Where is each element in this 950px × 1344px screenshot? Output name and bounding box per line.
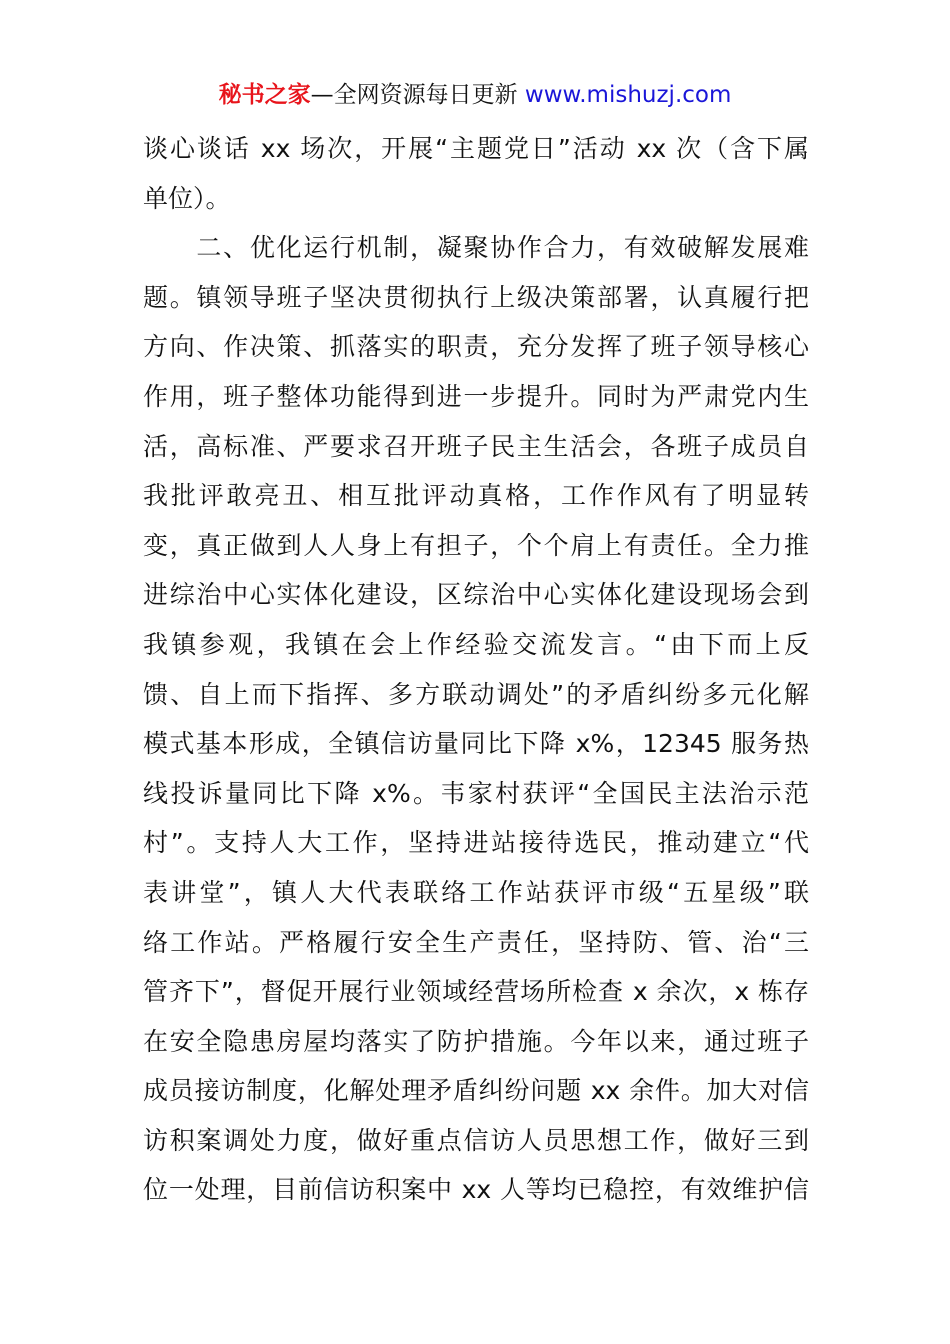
text-line: 络工作站。严格履行安全生产责任，坚持防、管、治“三 [143,927,809,957]
text-line: 位一处理，目前信访积案中 xx 人等均已稳控，有效维护信 [143,1175,809,1205]
page-header [0,78,950,112]
brand-name: 秘书之家 [218,82,311,108]
text-line: 管齐下”，督促开展行业领域经营场所检查 x 余次，x 栋存 [143,977,809,1007]
text-line: 进综治中心实体化建设，区综治中心实体化建设现场会到 [143,580,809,610]
text-line: 村”。支持人大工作，坚持进站接待选民，推动建立“代 [143,828,809,858]
text-line: 在安全隐患房屋均落实了防护措施。今年以来，通过班子 [143,1026,809,1056]
text-line: 我镇参观，我镇在会上作经验交流发言。“由下而上反 [143,629,809,659]
text-line: 成员接访制度，化解处理矛盾纠纷问题 xx 余件。加大对信 [143,1076,809,1106]
text-line: 谈心谈话 xx 场次，开展“主题党日”活动 xx 次（含下属 [143,134,809,163]
header-slogan: —全网资源每日更新 [310,82,518,108]
text-line: 作用，班子整体功能得到进一步提升。同时为严肃党内生 [143,381,809,411]
body-text [143,124,809,1215]
text-line: 线投诉量同比下降 x%。韦家村获评“全国民主法治示范 [143,778,809,808]
text-line: 模式基本形成，全镇信访量同比下降 x%，12345 服务热 [143,729,809,759]
text-line: 我批评敢亮丑、相互批评动真格，工作作风有了明显转 [143,481,809,511]
text-line: 单位）。 [143,183,231,213]
text-line: 变，真正做到人人身上有担子，个个肩上有责任。全力推 [143,530,809,560]
text-line: 访积案调处力度，做好重点信访人员思想工作，做好三到 [143,1125,809,1155]
text-line: 活，高标准、严要求召开班子民主生活会，各班子成员自 [143,431,809,461]
text-line: 方向、作决策、抓落实的职责，充分发挥了班子领导核心 [143,332,809,362]
text-line: 题。镇领导班子坚决贯彻执行上级决策部署，认真履行把 [143,282,809,312]
site-url: www.mishuzj.com [524,82,732,108]
text-line: 表讲堂”，镇人大代表联络工作站获评市级“五星级”联 [143,877,809,907]
text-line: 二、优化运行机制，凝聚协作合力，有效破解发展难 [143,233,809,263]
text-line: 馈、自上而下指挥、多方联动调处”的矛盾纠纷多元化解 [143,679,809,709]
